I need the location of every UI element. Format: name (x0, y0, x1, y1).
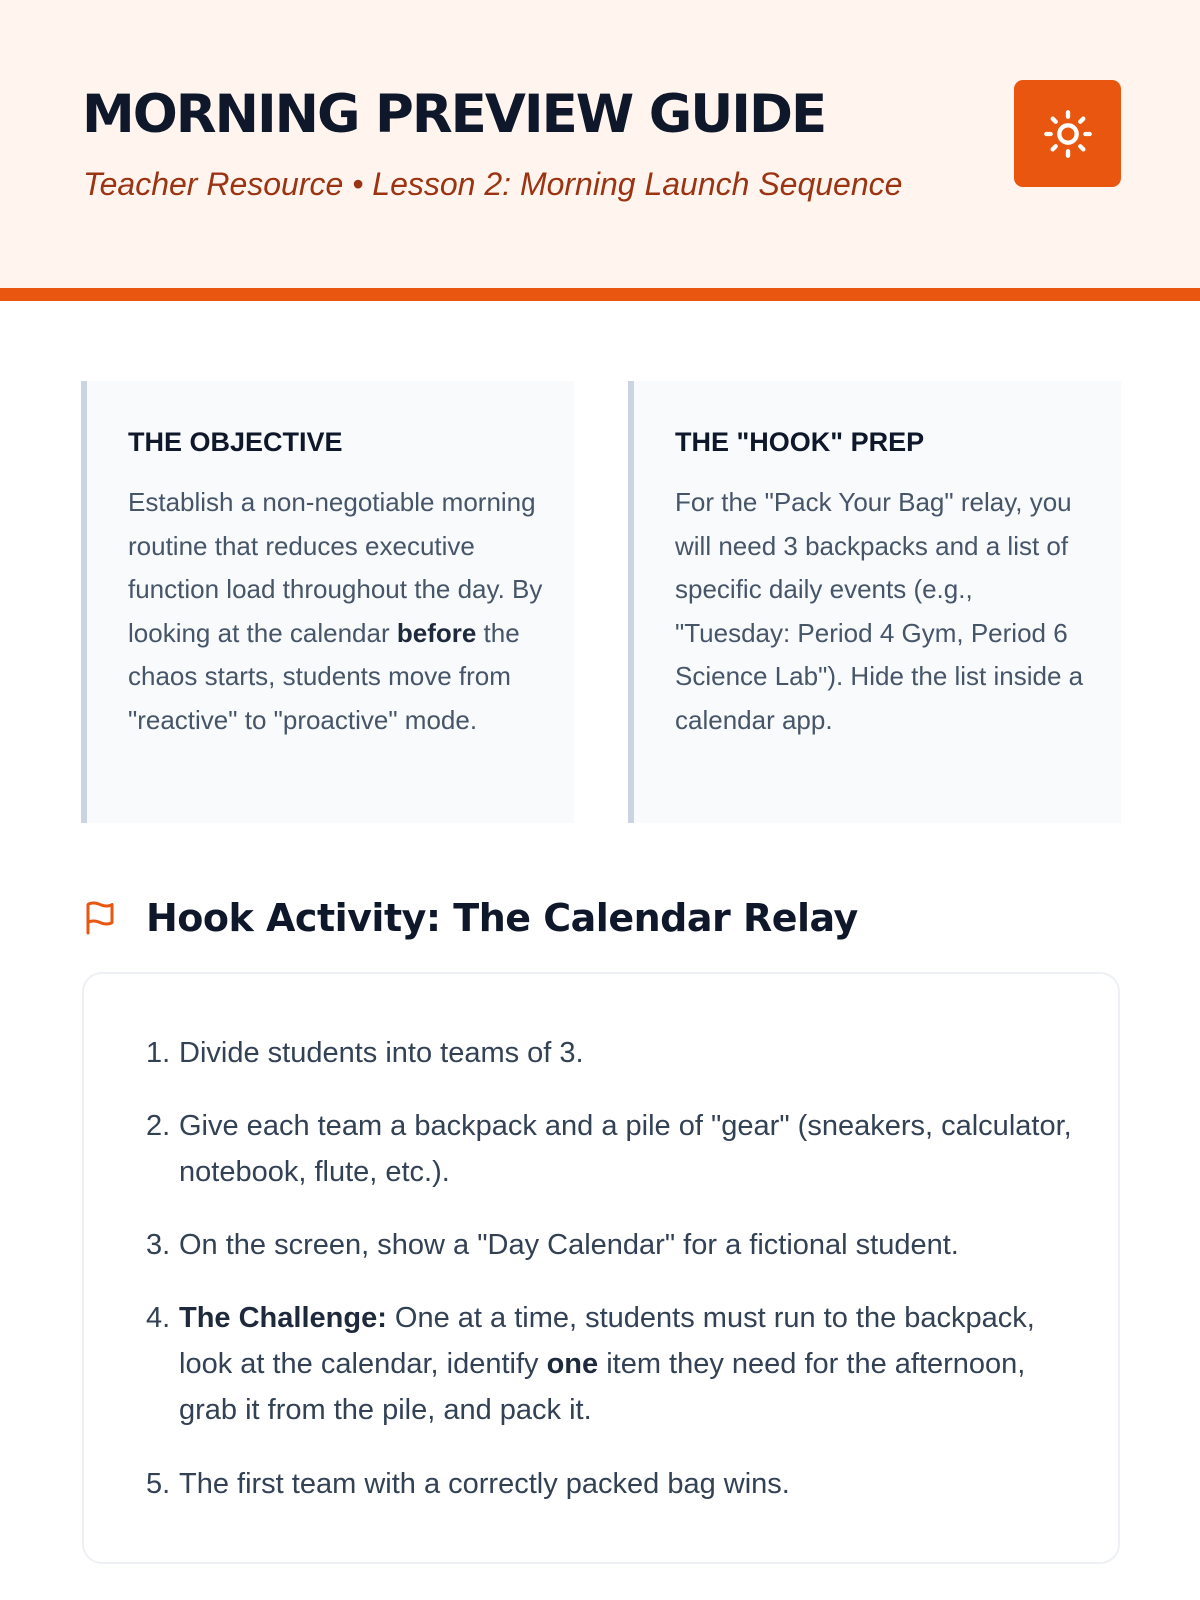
list-item: 3. On the screen, show a "Day Calendar" for a fictional student. (146, 1229, 959, 1261)
list-item: 4. The Challenge: One at a time, students must run to the backpack, look at the calendar, identify one item they need for the afternoon, grab it from the pile, and pack it. (146, 1302, 1035, 1426)
list-item: 1. Divide students into teams of 3. (146, 1037, 584, 1069)
list-item: 2. Give each team a backpack and a pile of "gear" (sneakers, calculator, notebook, flute, etc.). (146, 1110, 1072, 1188)
objective-heading: THE OBJECTIVE (128, 427, 343, 457)
hook-prep-heading: THE "HOOK" PREP (675, 427, 925, 457)
activity-section-heading (82, 893, 858, 943)
activity-heading: Hook Activity: The Calendar Relay (146, 896, 858, 940)
list-item: 5. The first team with a correctly packed bag wins. (146, 1468, 790, 1500)
objective-card (81, 381, 574, 823)
sun-badge (1014, 80, 1121, 187)
activity-steps (82, 972, 1120, 1564)
flag-icon (82, 898, 118, 938)
header (0, 0, 1200, 288)
objective-text: Establish a non-negotiable morning routine that reduces executive function load throughout the day. By looking at the calendar before the chaos starts, students move from "reactive" to "proactive" mode. (128, 487, 543, 735)
hook-prep-text: For the "Pack Your Bag" relay, you will need 3 backpacks and a list of specific daily events (e.g., "Tuesday: Period 4 Gym, Period 6 Science Lab"). Hide the list inside a calendar app. (675, 487, 1084, 735)
sun-icon (1042, 108, 1094, 160)
hook-prep-card (628, 381, 1121, 823)
page-title: MORNING PREVIEW GUIDE (82, 84, 826, 145)
header-divider (0, 288, 1200, 301)
page-subtitle: Teacher Resource • Lesson 2: Morning Launch Sequence (83, 166, 903, 202)
